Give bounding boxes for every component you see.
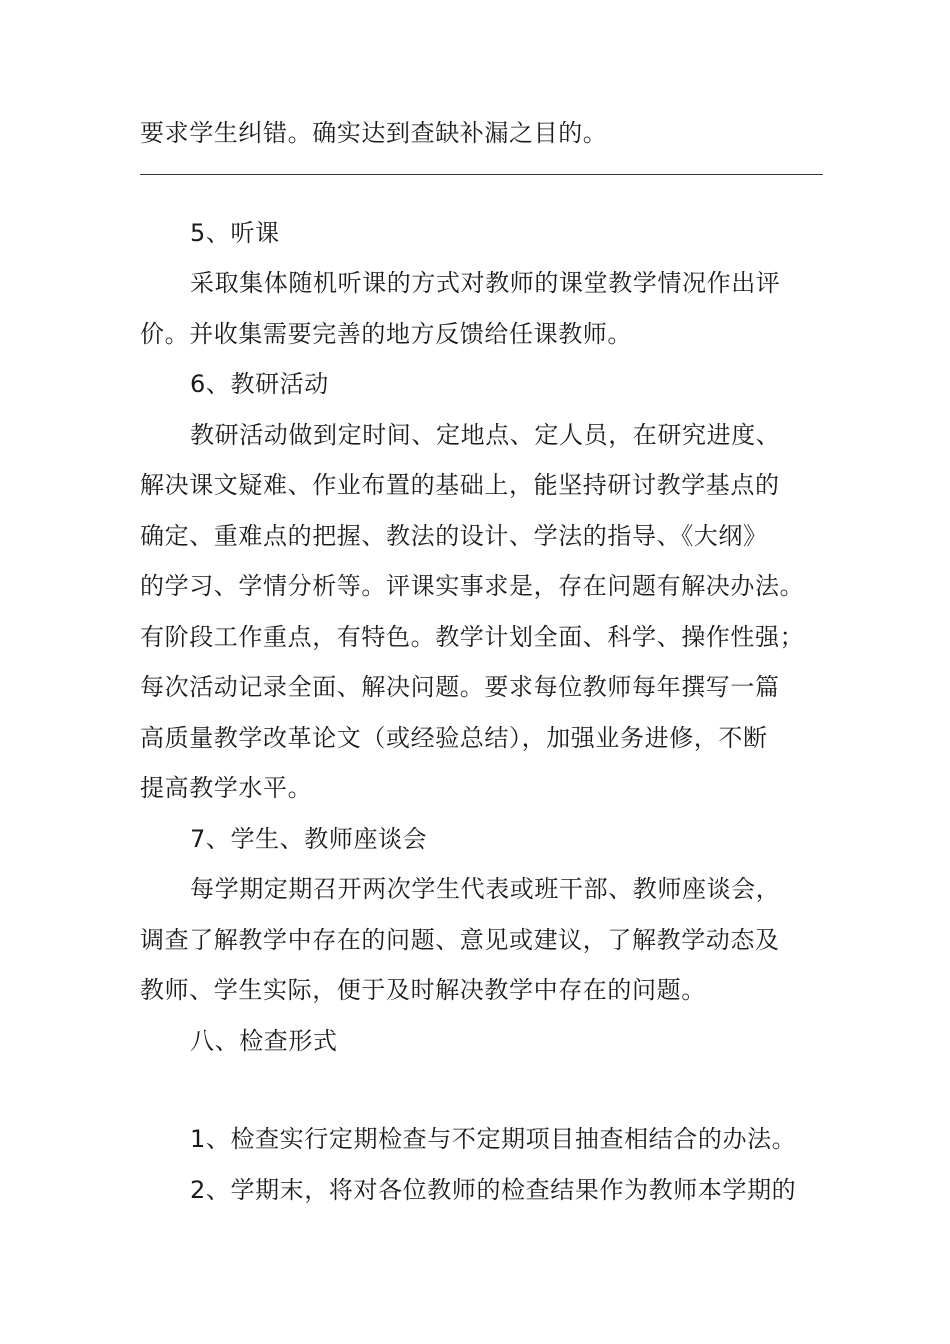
paragraph-line: 的学习、学情分析等。评课实事求是，存在问题有解决办法。	[140, 572, 805, 600]
paragraph-line: 采取集体随机听课的方式对教师的课堂教学情况作出评	[190, 269, 781, 297]
paragraph-line: 要求学生纠错。确实达到查缺补漏之目的。	[140, 119, 608, 147]
paragraph-line: 有阶段工作重点，有特色。教学计划全面、科学、操作性强；	[140, 622, 805, 651]
paragraph-line: 调查了解教学中存在的问题、意见或建议，了解教学动态及	[140, 925, 780, 954]
section-heading: 八、检查形式	[190, 1026, 338, 1055]
list-item: 2、学期末，将对各位教师的检查结果作为教师本学期的	[190, 1175, 797, 1204]
spacer	[140, 1066, 830, 1114]
document-body	[140, 108, 830, 1215]
paragraph-line: 教研活动做到定时间、定地点、定人员，在研究进度、	[190, 420, 781, 449]
spacer	[140, 159, 830, 208]
section-heading: 5、听课	[190, 218, 280, 247]
paragraph-line: 高质量教学改革论文（或经验总结），加强业务进修，不断	[140, 723, 768, 752]
section-heading: 6、教研活动	[190, 370, 329, 398]
paragraph-line: 确定、重难点的把握、教法的设计、学法的指导、《大纲》	[140, 521, 768, 550]
section-heading: 7、学生、教师座谈会	[190, 824, 428, 853]
paragraph-line: 教师、学生实际，便于及时解决教学中存在的问题。	[140, 976, 706, 1004]
paragraph-line: 每次活动记录全面、解决问题。要求每位教师每年撰写一篇	[140, 673, 780, 701]
list-item: 1、检查实行定期检查与不定期项目抽查相结合的办法。	[190, 1125, 797, 1153]
paragraph-line: 每学期定期召开两次学生代表或班干部、教师座谈会，	[190, 875, 781, 903]
paragraph-line: 价。并收集需要完善的地方反馈给任课教师。	[140, 319, 632, 348]
paragraph-line: 解决课文疑难、作业布置的基础上，能坚持研讨教学基点的	[140, 471, 780, 499]
paragraph-line: 提高教学水平。	[140, 774, 313, 802]
